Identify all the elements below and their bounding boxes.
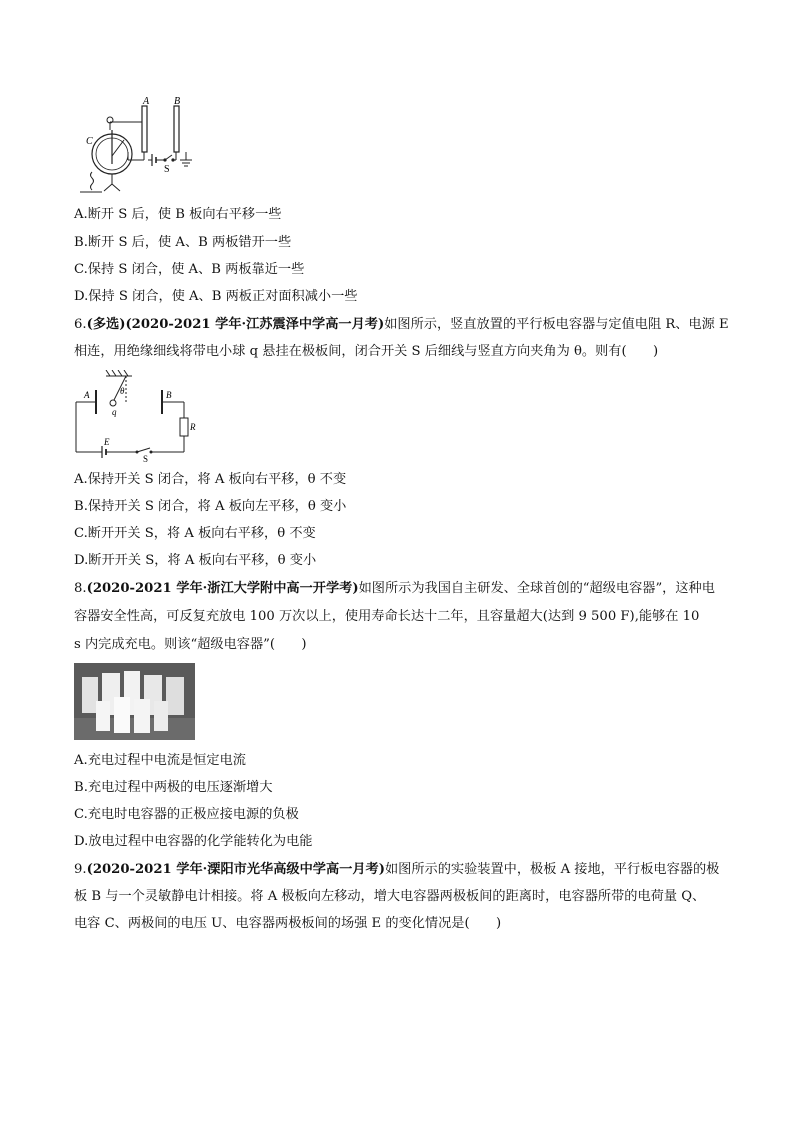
q5-option-b: B.断开 S 后，使 A、B 两板错开一些 [74,235,292,250]
q8-option-c: C.充电时电容器的正极应接电源的负极 [74,807,299,822]
q6-option-c: C.断开开关 S，将 A 板向右平移，θ 不变 [74,526,316,541]
label-a: A [143,96,150,107]
q6-stem-line1 [74,316,729,334]
q8-number: 8. [74,581,87,596]
q8-tag: (2020-2021 学年·浙江大学附中高一开学考) [86,581,359,596]
label-r: R [190,422,196,432]
label-s: S [164,164,170,175]
label-c: C [86,136,93,147]
label-s: S [143,454,149,462]
q9-stem-line1 [74,861,724,879]
q8-option-d: D.放电过程中电容器的化学能转化为电能 [74,834,313,849]
q9-tag: (2020-2021 学年·溧阳市光华高级中学高一月考) [86,862,385,877]
q6-tag: (多选)(2020-2021 学年·江苏震泽中学高一月考) [86,317,385,332]
q8-option-a: A.充电过程中电流是恒定电流 [74,753,246,768]
q6-option-d: D.断开开关 S，将 A 板向右平移，θ 变小 [74,553,317,568]
q9-number: 9. [74,862,87,877]
label-theta: θ [120,386,125,396]
q6-stem: 如图所示，竖直放置的平行板电容器与定值电阻 R、电源 E [384,317,729,332]
q6-option-b: B.保持开关 S 闭合，将 A 板向左平移，θ 变小 [74,499,347,514]
q6-stem-line2: 相连，用绝缘细线将带电小球 q 悬挂在极板间，闭合开关 S 后细线与竖直方向夹角为 θ。则有( ) [74,344,659,359]
label-b: B [166,390,172,400]
pendulum-capacitor-figure [70,370,200,462]
label-b: B [174,96,181,107]
q9-stem-line2: 板 B 与一个灵敏静电计相接。将 A 极板向左移动，增大电容器两极板间的距离时，电容器所带的电荷量 Q、 [74,889,706,904]
q8-option-b: B.充电过程中两极的电压逐渐增大 [74,780,273,795]
label-a: A [84,390,90,400]
q8-stem: 如图所示为我国自主研发、全球首创的“超级电容器”，这种电 [358,581,715,596]
q8-stem-line1 [74,580,724,598]
q5-option-d: D.保持 S 闭合，使 A、B 两板正对面积减小一些 [74,289,358,304]
q9-stem-line3: 电容 C、两极间的电压 U、电容器两极板间的场强 E 的变化情况是( ) [74,916,502,931]
q9-stem: 如图所示的实验装置中，极板 A 接地，平行板电容器的极 [384,862,720,877]
q5-option-c: C.保持 S 闭合，使 A、B 两板靠近一些 [74,262,305,277]
electroscope-capacitor-figure [70,94,210,194]
label-e: E [104,437,110,447]
supercapacitor-photo [74,663,195,740]
label-q: q [112,407,117,417]
q6-number: 6. [74,317,87,332]
q5-option-a: A.断开 S 后，使 B 板向右平移一些 [74,207,282,222]
q6-option-a: A.保持开关 S 闭合，将 A 板向右平移，θ 不变 [74,472,347,487]
q8-stem-line3: s 内完成充电。则该“超级电容器”( ) [74,637,307,652]
q8-stem-line2: 容器安全性高，可反复充放电 100 万次以上，使用寿命长达十二年，且容量超大(达到 9 500 F),能够在 10 [74,609,700,624]
